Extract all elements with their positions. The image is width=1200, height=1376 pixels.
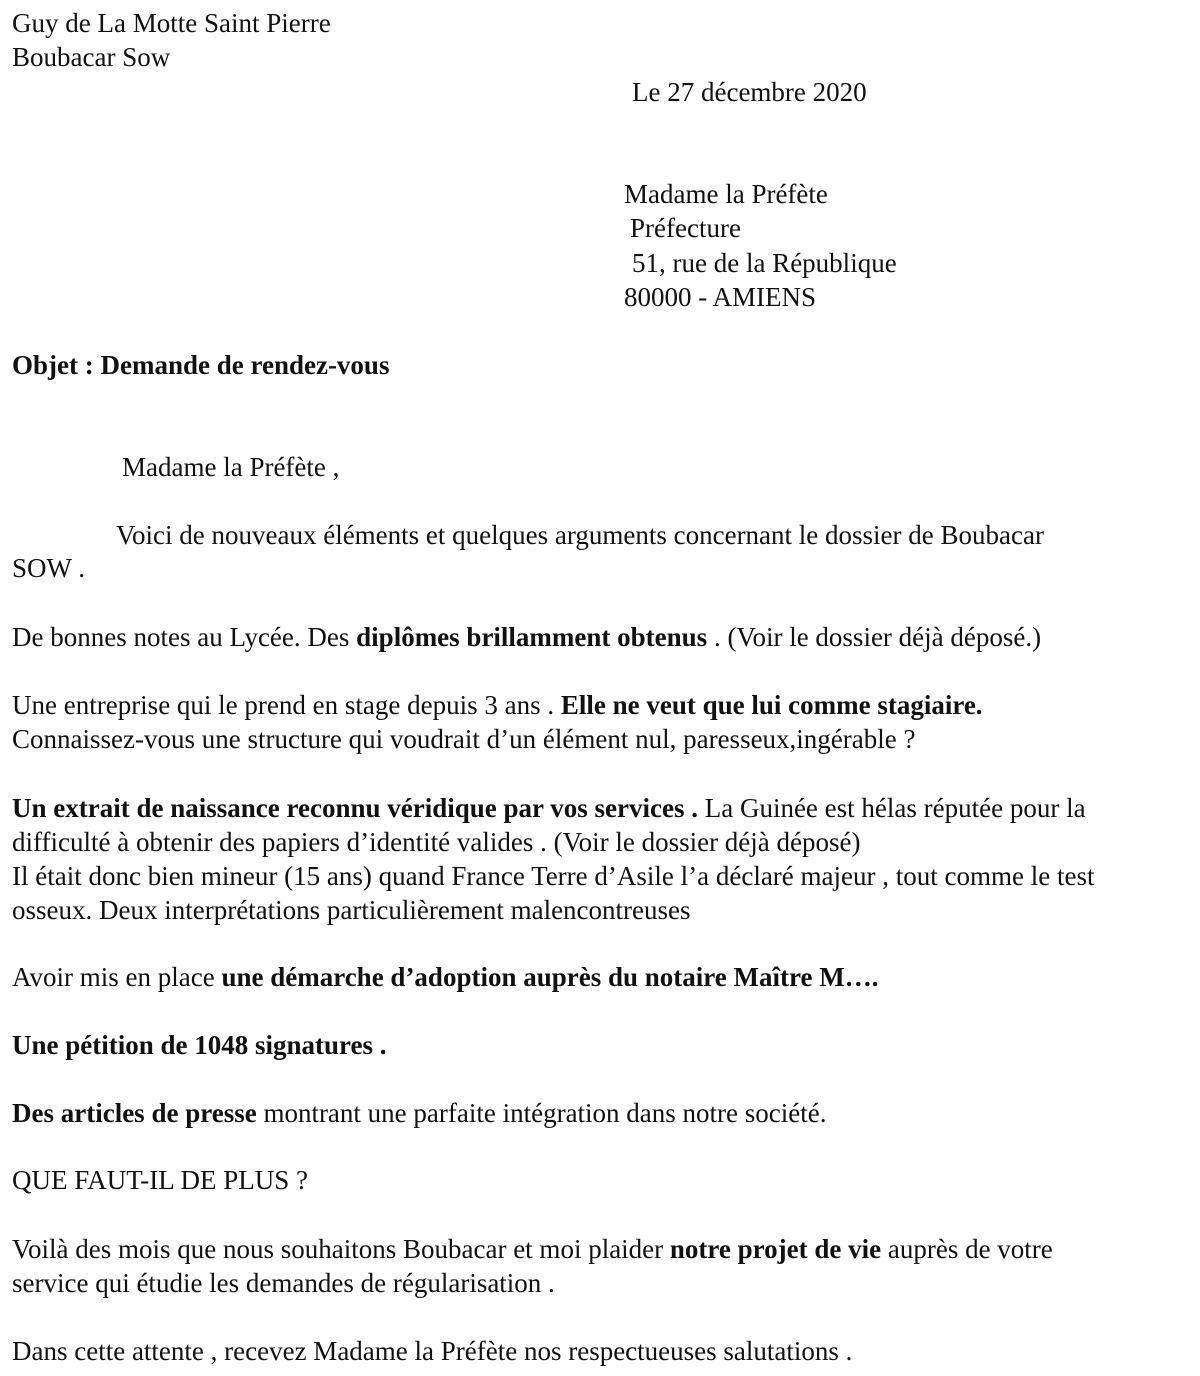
paragraph-question: QUE FAUT-IL DE PLUS ? — [12, 1165, 308, 1195]
letter-subject: Objet : Demande de rendez-vous — [12, 350, 390, 380]
paragraph-petition-bold: Une pétition de 1048 signatures . — [12, 1030, 387, 1060]
paragraph-birth-bold: Un extrait de naissance reconnu véridique par vos services . — [12, 793, 698, 823]
intro-line-1: Voici de nouveaux éléments et quelques arguments concernant le dossier de Boubacar — [116, 520, 1044, 550]
letter-date: Le 27 décembre 2020 — [632, 77, 867, 107]
paragraph-birth-line-4: osseux. Deux interprétations particulièrement malencontreuses — [12, 895, 691, 925]
intro-line-2: SOW . — [12, 553, 86, 583]
paragraph-project-line-2: service qui étudie les demandes de régularisation . — [12, 1268, 555, 1298]
paragraph-project-text-c: auprès de votre — [881, 1234, 1053, 1264]
paragraph-grades-bold: diplômes brillamment obtenus — [356, 622, 708, 652]
paragraph-project-text-a: Voilà des mois que nous souhaitons Boubacar et moi plaider — [12, 1234, 670, 1264]
paragraph-adoption — [12, 960, 878, 994]
paragraph-press — [12, 1096, 826, 1130]
sender-name: Guy de La Motte Saint Pierre — [12, 8, 331, 38]
letter-salutation: Madame la Préfète , — [122, 452, 340, 482]
paragraph-birth-text: La Guinée est hélas réputée pour la — [697, 793, 1086, 823]
paragraph-grades — [12, 620, 1041, 654]
paragraph-petition — [12, 1028, 387, 1062]
paragraph-adoption-bold: une démarche d’adoption auprès du notaire Maître M…. — [221, 962, 879, 992]
paragraph-project-bold: notre projet de vie — [669, 1234, 882, 1264]
paragraph-press-text: montrant une parfaite intégration dans notre société. — [256, 1098, 827, 1128]
paragraph-internship-line-2: Connaissez-vous une structure qui voudrait d’un élément nul, paresseux,ingérable ? — [12, 724, 916, 754]
paragraph-adoption-text: Avoir mis en place — [12, 962, 222, 992]
recipient-title: Madame la Préfète — [624, 179, 828, 209]
paragraph-internship-bold: Elle ne veut que lui comme stagiaire. — [560, 690, 983, 720]
paragraph-internship-line-1 — [12, 688, 983, 722]
paragraph-birth-line-1 — [12, 791, 1086, 825]
recipient-street: 51, rue de la République — [632, 248, 897, 278]
paragraph-press-bold: Des articles de presse — [12, 1098, 257, 1128]
recipient-office: Préfecture — [630, 213, 741, 243]
letter-closing: Dans cette attente , recevez Madame la Préfète nos respectueuses salutations . — [12, 1336, 853, 1366]
paragraph-birth-line-2: difficulté à obtenir des papiers d’identité valides . (Voir le dossier déjà déposé) — [12, 827, 861, 857]
paragraph-project-line-1 — [12, 1232, 1053, 1266]
paragraph-internship-text: Une entreprise qui le prend en stage depuis 3 ans . — [12, 690, 561, 720]
paragraph-birth-line-3: Il était donc bien mineur (15 ans) quand France Terre d’Asile l’a déclaré majeur , tout comme le test — [12, 861, 1095, 891]
sender-name-2: Boubacar Sow — [12, 42, 171, 72]
paragraph-grades-text-a: De bonnes notes au Lycée. Des — [12, 622, 357, 652]
paragraph-grades-text-c: . (Voir le dossier déjà déposé.) — [707, 622, 1042, 652]
recipient-city: 80000 - AMIENS — [624, 282, 817, 312]
